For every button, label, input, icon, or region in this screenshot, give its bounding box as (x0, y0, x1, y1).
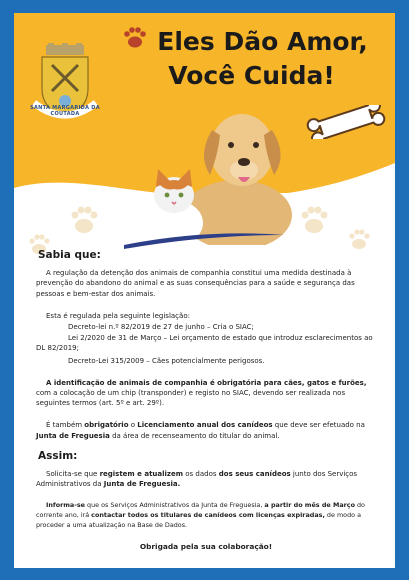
licensing-text-c: o (128, 421, 138, 430)
licensing-text-a: É também (46, 421, 85, 430)
inform-text-a: que os Serviços Administrativos da Junta de Freguesia, (85, 501, 265, 510)
identification-rest: com a colocação de um chip (transponder) e registo no SIAC, devendo ser realizada nos seguintes termos (art. 5º e art. 29º). (36, 389, 346, 408)
paragraph-regulation: A regulação da detenção dos animais de companhia constitui uma medida destinada à prevenção do abandono do animal e as suas consequências para a saúde e segurança das pessoas e bem-estar dos animais. (36, 269, 355, 298)
inform-bold-2: a partir do mês de Março (264, 501, 355, 510)
navy-swoosh (124, 231, 284, 249)
paragraph-inform (36, 501, 376, 530)
request-bold-3: Junta de Freguesia. (103, 480, 181, 489)
request-text-d: junto dos Serviços Administrativos da (36, 470, 358, 489)
inform-text-b: do corrente ano, irá (36, 501, 365, 520)
flyer-page (14, 13, 395, 568)
dog-and-cat-illustration (142, 95, 302, 245)
heading-sabia-que: Sabia que: (38, 249, 101, 261)
title-line-1: Eles Dão Amor, (157, 27, 368, 56)
law-item-1: Decreto-lei n.º 82/2019 de 27 de junho – Cria o SIAC; (68, 323, 254, 332)
inform-text-c: de modo a proceder a uma atualização na Base de Dados. (36, 511, 361, 529)
flyer-title (119, 25, 384, 93)
licensing-bold-1: obrigatório (84, 421, 129, 430)
flyer-body (36, 250, 376, 552)
inform-bold-1: Informa-se (46, 501, 86, 510)
bone-icon (306, 105, 386, 139)
request-bold-2: dos seus canídeos (218, 470, 291, 479)
identification-bold: A identificação de animais de companhia é obrigatória para cães, gatos e furões, (46, 378, 367, 387)
heading-assim: Assim: (38, 449, 78, 462)
paragraph-legislation-intro: Esta é regulada pela seguinte legislação: (46, 311, 190, 320)
request-bold-1: registem e atualizem (99, 470, 184, 479)
licensing-bold-3: Junta de Freguesia (36, 431, 110, 440)
request-text-a: Solicita-se que (46, 470, 100, 479)
licensing-text-e: da área de recenseamento do titular do animal. (109, 431, 280, 440)
licensing-text-d: que deve ser efetuado na (272, 421, 365, 430)
request-text-c: os dados (183, 470, 219, 479)
crest-label: SANTA MARGARIDA DA COUTADA (30, 105, 100, 117)
title-line-2: Você Cuida! (168, 61, 335, 90)
closing-thanks: Obrigada pela sua colaboração! (139, 542, 273, 552)
licensing-bold-2: Licenciamento anual dos canídeos (137, 421, 273, 430)
law-item-2: Lei 2/2020 de 31 de Março – Lei orçamento de estado que introduz esclarecimentos ao DL 82/2019; (36, 334, 373, 353)
law-item-3: Decreto-Lei 315/2009 – Cães potencialmente perigosos. (68, 356, 265, 365)
paragraph-licensing (36, 420, 376, 440)
inform-bold-3: contactar todos os titulares de canídeos com licenças expiradas, (91, 511, 325, 520)
paragraph-identification (36, 378, 376, 409)
paragraph-request (36, 469, 376, 489)
